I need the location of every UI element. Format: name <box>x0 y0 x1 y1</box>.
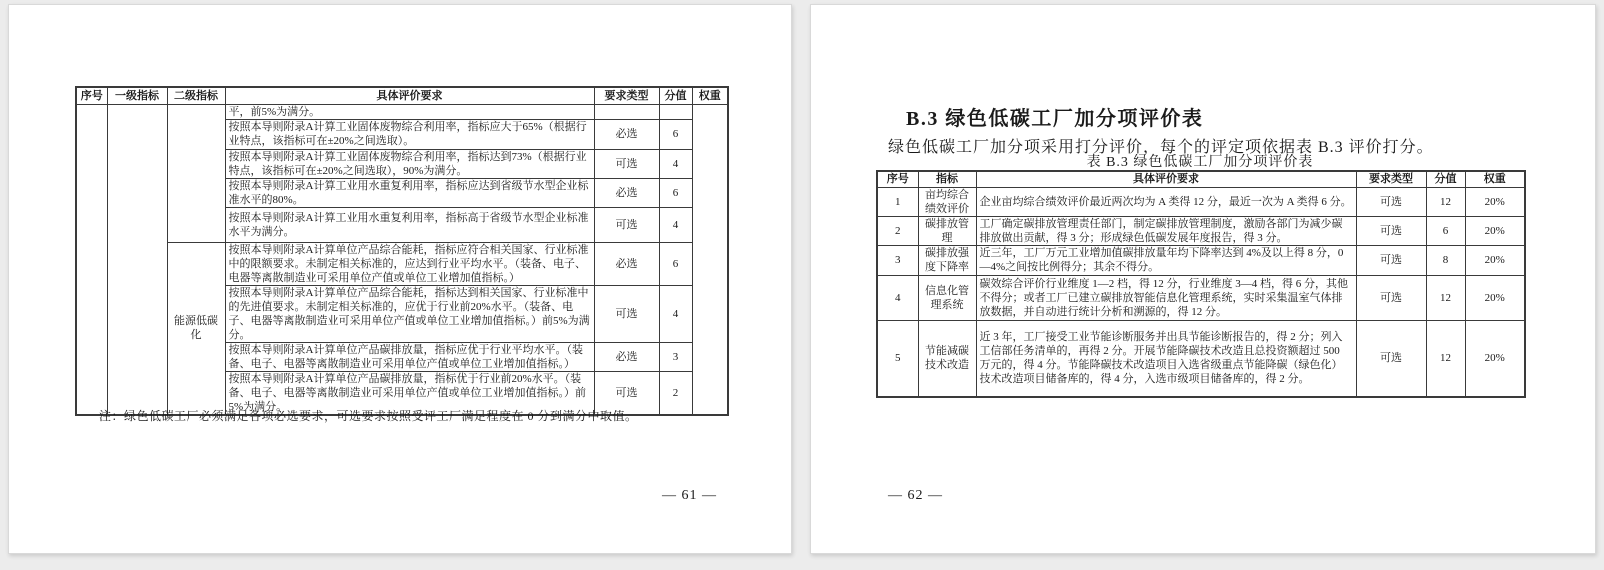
type-cell: 可选 <box>1356 216 1426 245</box>
type-cell: 可选 <box>1356 187 1426 216</box>
score-cell: 6 <box>659 119 692 149</box>
requirement-cell: 按照本导则附录A计算工业用水重复利用率，指标高于省级节水型企业标准水平为满分。 <box>225 207 594 242</box>
type-cell: 可选 <box>594 149 659 178</box>
score-cell: 12 <box>1426 275 1465 320</box>
type-cell <box>594 104 659 119</box>
merged-empty-level2-cell <box>167 104 225 242</box>
weight-cell: 20% <box>1465 320 1525 397</box>
type-cell: 可选 <box>594 285 659 342</box>
page-number: — 62 — <box>888 488 943 503</box>
type-cell: 必选 <box>594 119 659 149</box>
score-cell: 4 <box>659 207 692 242</box>
requirement-cell: 按照本导则附录A计算工业用水重复利用率，指标应达到省级节水型企业标准水平的80%。 <box>225 178 594 207</box>
header-score: 分值 <box>659 87 692 104</box>
table-row <box>877 216 1525 245</box>
indicator-cell: 亩均综合绩效评价 <box>918 187 976 216</box>
requirement-cell: 按照本导则附录A计算单位产品碳排放量，指标应优于行业平均水平。（装备、电子、电器等离散制造业可采用单位产值或单位工业增加值指标。） <box>225 342 594 371</box>
score-cell <box>659 104 692 119</box>
requirement-cell: 按照本导则附录A计算工业固体废物综合利用率，指标应大于65%（根据行业特点，该指标可在±20%之间选取）。 <box>225 119 594 149</box>
score-cell: 4 <box>659 285 692 342</box>
score-cell: 4 <box>659 149 692 178</box>
score-cell: 6 <box>659 178 692 207</box>
type-cell: 可选 <box>594 371 659 415</box>
table-row <box>76 242 728 285</box>
requirement-cell: 企业亩均综合绩效评价最近两次均为 A 类得 12 分，最近一次为 A 类得 6 分。 <box>976 187 1356 216</box>
table-note: 注：绿色低碳工厂必须满足各项必选要求，可选要求按照受评工厂满足程度在 0 分到满分中取值。 <box>99 409 638 423</box>
header-seq: 序号 <box>76 87 107 104</box>
section-heading-b3: B.3 绿色低碳工厂加分项评价表 <box>906 108 1204 130</box>
bonus-items-table <box>876 170 1526 398</box>
table-row <box>877 245 1525 275</box>
requirement-cell: 按照本导则附录A计算单位产品综合能耗，指标应符合相关国家、行业标准中的限额要求。未制定相关标准的，应达到行业平均水平。（装备、电子、电器等离散制造业可采用单位产值或单位工业增加值指标。） <box>225 242 594 285</box>
seq-cell: 4 <box>877 275 918 320</box>
header-requirement: 具体评价要求 <box>976 171 1356 187</box>
weight-cell: 20% <box>1465 187 1525 216</box>
weight-cell: 20% <box>1465 245 1525 275</box>
requirement-cell: 工厂确定碳排放管理责任部门，制定碳排放管理制度，激励各部门为减少碳排放做出贡献，得 3 分；形成绿色低碳发展年度报告，得 3 分。 <box>976 216 1356 245</box>
requirement-cell: 近 3 年，工厂接受工业节能诊断服务并出具节能诊断报告的，得 2 分；列入工信部任务清单的，再得 2 分。开展节能降碳技术改造且总投资额超过 500 万元的，得 4 分。节能降碳技术改造项目入选省级重点节能降碳（绿色化）技术改造项目储备库的，得 4 分，入选市级项目储备库的，得 2 分。 <box>976 320 1356 397</box>
indicator-cell: 碳排放强度下降率 <box>918 245 976 275</box>
requirement-cell: 平，前5%为满分。 <box>225 104 594 119</box>
seq-cell: 1 <box>877 187 918 216</box>
table-header-row <box>76 87 728 104</box>
weight-cell: 20% <box>1465 216 1525 245</box>
score-cell: 3 <box>659 342 692 371</box>
document-page-61 <box>8 4 792 554</box>
table-row <box>76 104 728 119</box>
requirement-cell: 近三年，工厂万元工业增加值碳排放量年均下降率达到 4%及以上得 8 分，0—4%之间按比例得分；其余不得分。 <box>976 245 1356 275</box>
requirement-cell: 按照本导则附录A计算单位产品综合能耗，指标达到相关国家、行业标准中的先进值要求。未制定相关标准的，应优于行业前20%水平。（装备、电子、电器等离散制造业可采用单位产值或单位工业增加值指标。）前5%为满分。 <box>225 285 594 342</box>
page-number: — 61 — <box>662 488 717 503</box>
document-page-62 <box>810 4 1596 554</box>
table-row <box>877 320 1525 397</box>
type-cell: 必选 <box>594 342 659 371</box>
type-cell: 可选 <box>1356 275 1426 320</box>
type-cell: 可选 <box>1356 245 1426 275</box>
score-cell: 8 <box>1426 245 1465 275</box>
table-caption: 表 B.3 绿色低碳工厂加分项评价表 <box>1086 155 1314 170</box>
header-requirement-type: 要求类型 <box>594 87 659 104</box>
score-cell: 6 <box>1426 216 1465 245</box>
weight-cell: 20% <box>1465 275 1525 320</box>
header-requirement: 具体评价要求 <box>225 87 594 104</box>
table-row <box>877 187 1525 216</box>
section-paragraph: 绿色低碳工厂加分项采用打分评价，每个的评定项依据表 B.3 评价打分。 <box>888 139 1434 156</box>
score-cell: 12 <box>1426 320 1465 397</box>
header-requirement-type: 要求类型 <box>1356 171 1426 187</box>
level2-indicator-cell: 能源低碳化 <box>167 242 225 415</box>
table-row <box>877 275 1525 320</box>
score-cell: 6 <box>659 242 692 285</box>
merged-empty-seq-cell <box>76 104 107 415</box>
type-cell: 可选 <box>594 207 659 242</box>
requirement-cell: 按照本导则附录A计算工业固体废物综合利用率，指标达到73%（根据行业特点，该指标可在±20%之间选取），90%为满分。 <box>225 149 594 178</box>
header-score: 分值 <box>1426 171 1465 187</box>
score-cell: 2 <box>659 371 692 415</box>
header-weight: 权重 <box>1465 171 1525 187</box>
header-seq: 序号 <box>877 171 918 187</box>
header-indicator: 指标 <box>918 171 976 187</box>
indicator-cell: 碳排放管理 <box>918 216 976 245</box>
merged-empty-weight-cell <box>692 104 728 415</box>
indicator-cell: 节能减碳技术改造 <box>918 320 976 397</box>
requirement-cell: 按照本导则附录A计算单位产品碳排放量，指标优于行业前20%水平。（装备、电子、电器等离散制造业可采用单位产值或单位工业增加值指标。）前5%为满分。 <box>225 371 594 415</box>
table-header-row <box>877 171 1525 187</box>
header-weight: 权重 <box>692 87 728 104</box>
header-level2-indicator: 二级指标 <box>167 87 225 104</box>
seq-cell: 2 <box>877 216 918 245</box>
seq-cell: 5 <box>877 320 918 397</box>
type-cell: 必选 <box>594 178 659 207</box>
seq-cell: 3 <box>877 245 918 275</box>
merged-empty-level1-cell <box>107 104 167 415</box>
type-cell: 必选 <box>594 242 659 285</box>
type-cell: 可选 <box>1356 320 1426 397</box>
evaluation-requirements-table <box>75 86 729 416</box>
header-level1-indicator: 一级指标 <box>107 87 167 104</box>
indicator-cell: 信息化管理系统 <box>918 275 976 320</box>
score-cell: 12 <box>1426 187 1465 216</box>
requirement-cell: 碳效综合评价行业维度 1—2 档，得 12 分，行业维度 3—4 档，得 6 分，其他不得分；或者工厂已建立碳排放智能信息化管理系统，实时采集温室气体排放数据，并自动进行统计分析和溯源的，得 12 分。 <box>976 275 1356 320</box>
